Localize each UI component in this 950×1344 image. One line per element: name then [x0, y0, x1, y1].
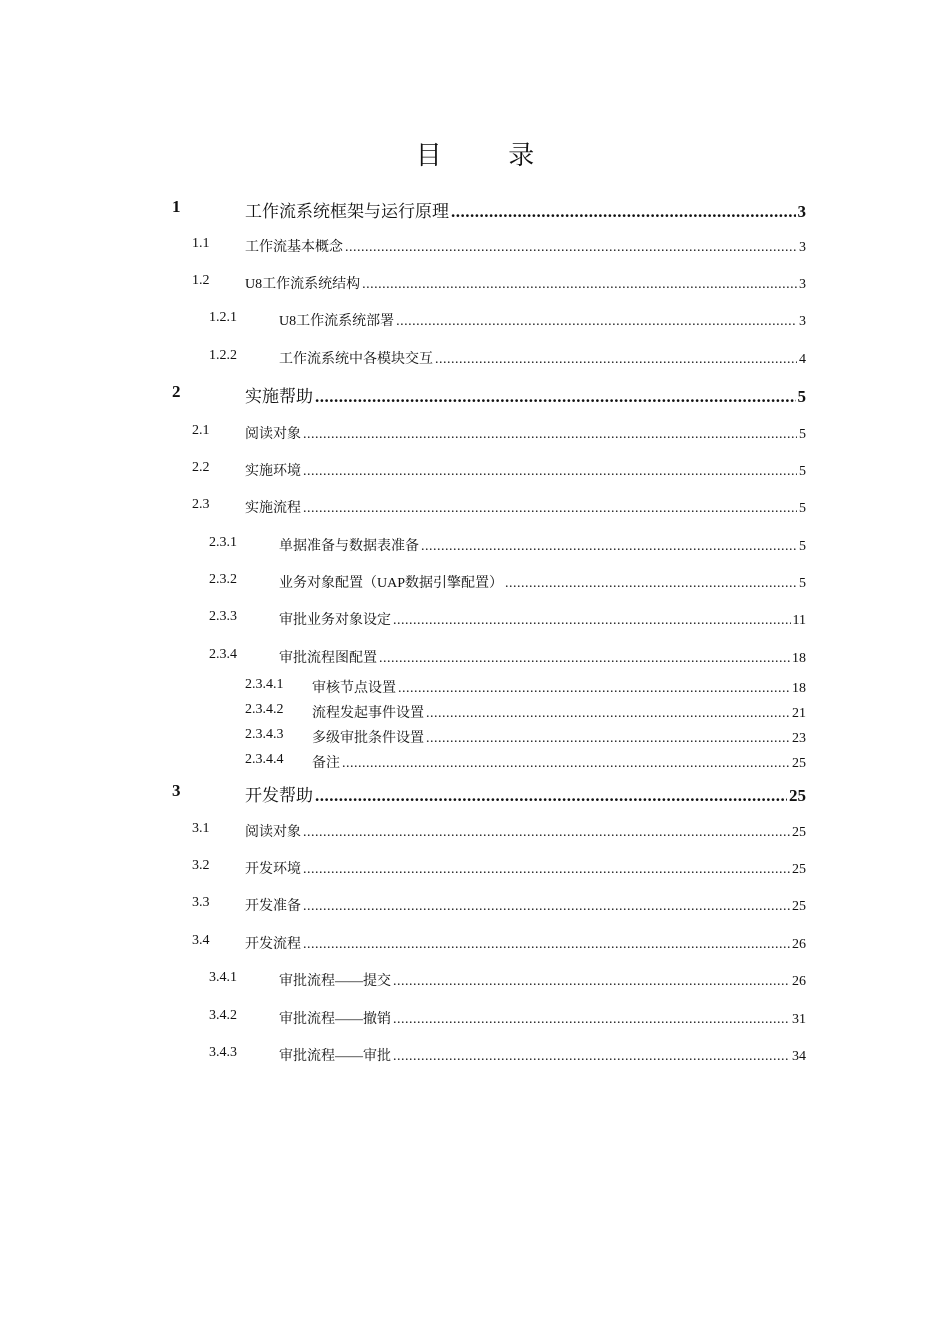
toc-entry[interactable]: [192, 460, 806, 480]
toc-entry-title: 审批流程图配置: [279, 651, 377, 666]
toc-entry-page: 25: [792, 756, 806, 771]
dot-leader: [426, 706, 790, 722]
dot-leader: [303, 825, 790, 841]
toc-entry-number: 2.3: [192, 497, 210, 512]
toc-entry-title: 业务对象配置（UAP数据引擎配置）: [279, 576, 504, 591]
toc-entry-title: 阅读对象: [245, 427, 301, 442]
toc-entry[interactable]: [172, 781, 806, 806]
toc-entry[interactable]: [245, 727, 806, 747]
dot-leader: [303, 937, 790, 953]
dot-leader: [303, 501, 797, 517]
dot-leader: [393, 1012, 790, 1028]
dot-leader: [315, 786, 787, 806]
toc-entry-title: 多级审批条件设置: [312, 731, 424, 746]
toc-entry-title: 流程发起事件设置: [312, 706, 424, 721]
toc-entry-number: 2.3.3: [209, 609, 237, 624]
toc-entry-page: 3: [799, 314, 806, 329]
toc-entry-title: 审核节点设置: [312, 681, 396, 696]
toc-entry[interactable]: [245, 702, 806, 722]
toc-entry[interactable]: [192, 858, 806, 878]
toc-entry[interactable]: [192, 895, 806, 915]
dot-leader: [505, 576, 797, 592]
toc-entry-title: 开发帮助: [245, 786, 313, 805]
toc-entry[interactable]: [172, 382, 806, 407]
toc-entry-page: 11: [792, 613, 806, 628]
toc-entry-title: U8工作流系统部署: [279, 314, 395, 329]
dot-leader: [342, 756, 790, 772]
toc-entry-number: 1.2: [192, 273, 210, 288]
toc-entry[interactable]: [209, 647, 806, 667]
toc-entry-title: 审批流程——提交: [279, 974, 391, 989]
toc-entry-number: 3.4.1: [209, 970, 237, 985]
toc-entry[interactable]: [192, 273, 806, 293]
toc-entry[interactable]: [209, 609, 806, 629]
toc-entry-page: 18: [792, 681, 806, 696]
toc-entry-title: U8工作流系统结构: [245, 277, 361, 292]
toc-entry-title: 阅读对象: [245, 825, 301, 840]
toc-entry[interactable]: [209, 348, 806, 368]
toc-entry-page: 5: [799, 539, 806, 554]
toc-entry-title: 审批业务对象设定: [279, 613, 391, 628]
dot-leader: [379, 651, 790, 667]
toc-entry-page: 31: [792, 1012, 806, 1027]
toc-entry[interactable]: [192, 236, 806, 256]
toc-entry-number: 1.1: [192, 236, 210, 251]
toc-entry-number: 3: [172, 781, 181, 800]
dot-leader: [393, 974, 790, 990]
toc-entry-number: 2.3.4.1: [245, 677, 284, 692]
toc-entry-number: 1.2.2: [209, 348, 237, 363]
toc-entry-page: 34: [792, 1049, 806, 1064]
dot-leader: [393, 1049, 790, 1065]
toc-entry-number: 2: [172, 382, 181, 401]
toc-entry-number: 2.3.4: [209, 647, 237, 662]
toc-entry-page: 23: [792, 731, 806, 746]
toc-entry-title: 工作流系统框架与运行原理: [245, 202, 449, 221]
toc-entry-number: 3.4.2: [209, 1008, 237, 1023]
toc-entry-number: 2.3.4.3: [245, 727, 284, 742]
toc-entry-page: 3: [799, 277, 806, 292]
toc-entry[interactable]: [192, 497, 806, 517]
toc-entry-title: 开发环境: [245, 862, 301, 877]
toc-entry-title: 工作流基本概念: [245, 240, 343, 255]
toc-entry-page: 5: [799, 427, 806, 442]
toc-entry-number: 2.1: [192, 423, 210, 438]
toc-entry[interactable]: [209, 535, 806, 555]
toc-entry[interactable]: [192, 423, 806, 443]
toc-entry-number: 1.2.1: [209, 310, 237, 325]
toc-entry-number: 2.3.4.2: [245, 702, 284, 717]
toc-entry-page: 25: [792, 899, 806, 914]
toc-entry-number: 2.2: [192, 460, 210, 475]
dot-leader: [303, 464, 797, 480]
toc-entry-page: 5: [799, 501, 806, 516]
toc-entry-number: 3.1: [192, 821, 210, 836]
dot-leader: [426, 731, 790, 747]
toc-entry[interactable]: [209, 572, 806, 592]
toc-entry-page: 25: [792, 825, 806, 840]
toc-entry[interactable]: [209, 310, 806, 330]
dot-leader: [362, 277, 797, 293]
toc-entry-number: 3.4.3: [209, 1045, 237, 1060]
toc-entry-number: 2.3.4.4: [245, 752, 284, 767]
toc-entry[interactable]: [209, 1008, 806, 1028]
toc-entry-page: 3: [799, 240, 806, 255]
toc-entry[interactable]: [209, 970, 806, 990]
toc-entry-title: 实施帮助: [245, 387, 313, 406]
dot-leader: [451, 202, 796, 222]
toc-entry-page: 18: [792, 651, 806, 666]
toc-entry-title: 审批流程——审批: [279, 1049, 391, 1064]
toc-entry-title: 实施流程: [245, 501, 301, 516]
toc-entry[interactable]: [209, 1045, 806, 1065]
dot-leader: [398, 681, 790, 697]
dot-leader: [393, 613, 791, 629]
dot-leader: [396, 314, 797, 330]
toc-entry-title: 备注: [312, 756, 340, 771]
dot-leader: [303, 899, 790, 915]
toc-entry-title: 工作流系统中各模块交互: [279, 352, 433, 367]
toc-entry-title: 单据准备与数据表准备: [279, 539, 419, 554]
toc-entry-title: 开发准备: [245, 899, 301, 914]
toc-entry-number: 2.3.1: [209, 535, 237, 550]
toc-entry-page: 5: [797, 387, 806, 406]
toc-entry-number: 2.3.2: [209, 572, 237, 587]
dot-leader: [421, 539, 797, 555]
toc-entry-page: 5: [799, 464, 806, 479]
toc-entry[interactable]: [192, 933, 806, 953]
toc-entry[interactable]: [172, 197, 806, 222]
page-title: 目 录: [415, 141, 565, 170]
toc-entry[interactable]: [245, 752, 806, 772]
dot-leader: [303, 427, 797, 443]
toc-entry-number: 3.4: [192, 933, 210, 948]
toc-entry-page: 25: [789, 786, 806, 805]
toc-entry-page: 3: [797, 202, 806, 221]
dot-leader: [303, 862, 790, 878]
toc-entry-title: 审批流程——撤销: [279, 1012, 391, 1027]
dot-leader: [345, 240, 797, 256]
dot-leader: [315, 387, 796, 407]
toc-entry-page: 4: [799, 352, 806, 367]
toc-entry-page: 21: [792, 706, 806, 721]
toc-entry[interactable]: [245, 677, 806, 697]
toc-entry-title: 实施环境: [245, 464, 301, 479]
toc-entry-title: 开发流程: [245, 937, 301, 952]
toc-entry[interactable]: [192, 821, 806, 841]
toc-entry-page: 26: [792, 937, 806, 952]
dot-leader: [435, 352, 797, 368]
toc-entry-page: 25: [792, 862, 806, 877]
toc-entry-number: 1: [172, 197, 181, 216]
toc-entry-page: 26: [792, 974, 806, 989]
toc-entry-number: 3.2: [192, 858, 210, 873]
toc-entry-number: 3.3: [192, 895, 210, 910]
toc-entry-page: 5: [799, 576, 806, 591]
